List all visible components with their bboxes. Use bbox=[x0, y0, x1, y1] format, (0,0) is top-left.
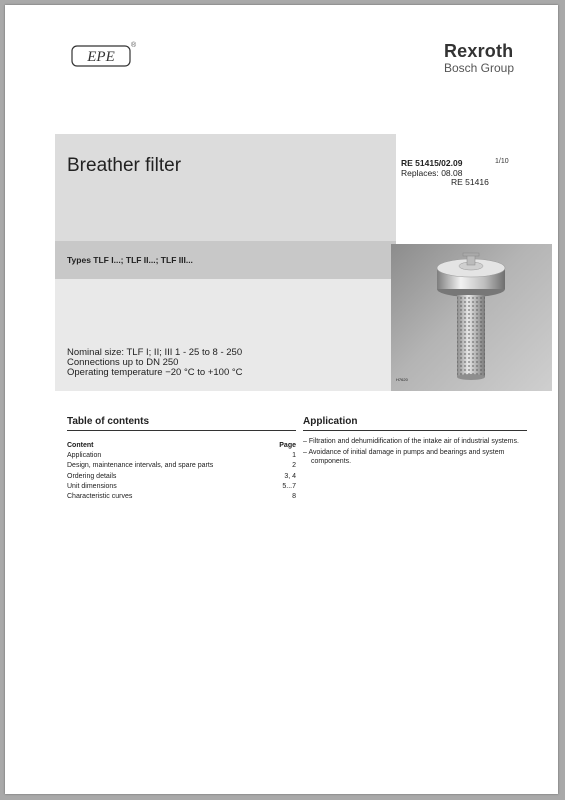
application-section bbox=[303, 416, 527, 467]
spec-line: Connections up to DN 250 bbox=[67, 357, 179, 368]
replaces-date: 08.08 bbox=[441, 167, 463, 178]
application-item: – Filtration and dehumidification of the intake air of industrial systems. bbox=[303, 438, 519, 445]
epe-logo bbox=[71, 42, 137, 72]
product-photo bbox=[391, 244, 552, 391]
toc-row[interactable] bbox=[67, 462, 296, 469]
toc-header-row bbox=[67, 442, 296, 449]
toc-row-page: 8 bbox=[292, 492, 296, 500]
svg-text:EPE: EPE bbox=[87, 49, 115, 65]
toc-row-page: 5...7 bbox=[282, 482, 296, 490]
toc-row-page: 3, 4 bbox=[284, 472, 296, 480]
breather-filter-image bbox=[391, 244, 552, 391]
application-item: – Avoidance of initial damage in pumps and bearings and system components. bbox=[303, 448, 505, 465]
toc-row-label: Ordering details bbox=[67, 472, 117, 480]
table-of-contents bbox=[67, 416, 296, 500]
brand-group: Bosch Group bbox=[443, 61, 514, 75]
toc-row[interactable] bbox=[67, 473, 296, 480]
toc-heading: Table of contents bbox=[67, 416, 296, 431]
replaces-ref: RE 51416 bbox=[451, 177, 489, 187]
page-title: Breather filter bbox=[67, 155, 182, 176]
registered-mark: ® bbox=[131, 42, 137, 49]
epe-logo-icon bbox=[71, 45, 131, 67]
toc-col-content: Content bbox=[67, 442, 94, 449]
toc-col-page: Page bbox=[279, 442, 296, 449]
toc-row[interactable] bbox=[67, 452, 296, 459]
spec-line: Nominal size: TLF I; II; III 1 - 25 to 8 - 250 bbox=[67, 347, 243, 358]
page-number: 1/10 bbox=[495, 158, 509, 165]
document-reference bbox=[401, 159, 489, 188]
cover-band-top bbox=[129, 134, 396, 241]
cover-band-left bbox=[55, 134, 129, 241]
application-heading: Application bbox=[303, 416, 527, 431]
replaces-label: Replaces: bbox=[401, 167, 439, 178]
toc-row-page: 2 bbox=[292, 462, 296, 470]
product-types: Types TLF I...; TLF II...; TLF III... bbox=[67, 255, 193, 265]
toc-row-label: Unit dimensions bbox=[67, 482, 117, 490]
ref-number: RE 51415/02.09 bbox=[401, 158, 463, 168]
toc-row-label: Application bbox=[67, 452, 102, 460]
toc-row-label: Characteristic curves bbox=[67, 492, 133, 500]
product-specs bbox=[67, 348, 243, 378]
toc-row[interactable] bbox=[67, 483, 296, 490]
photo-tag: H7620 bbox=[396, 377, 408, 382]
rexroth-logo bbox=[444, 42, 514, 75]
toc-row-page: 1 bbox=[292, 452, 296, 460]
toc-row[interactable] bbox=[67, 493, 296, 500]
toc-row-label: Design, maintenance intervals, and spare parts bbox=[67, 462, 214, 470]
document-page bbox=[5, 5, 558, 794]
spec-line: Operating temperature −20 °C to +100 °C bbox=[67, 367, 243, 378]
brand-name: Rexroth bbox=[443, 41, 514, 61]
